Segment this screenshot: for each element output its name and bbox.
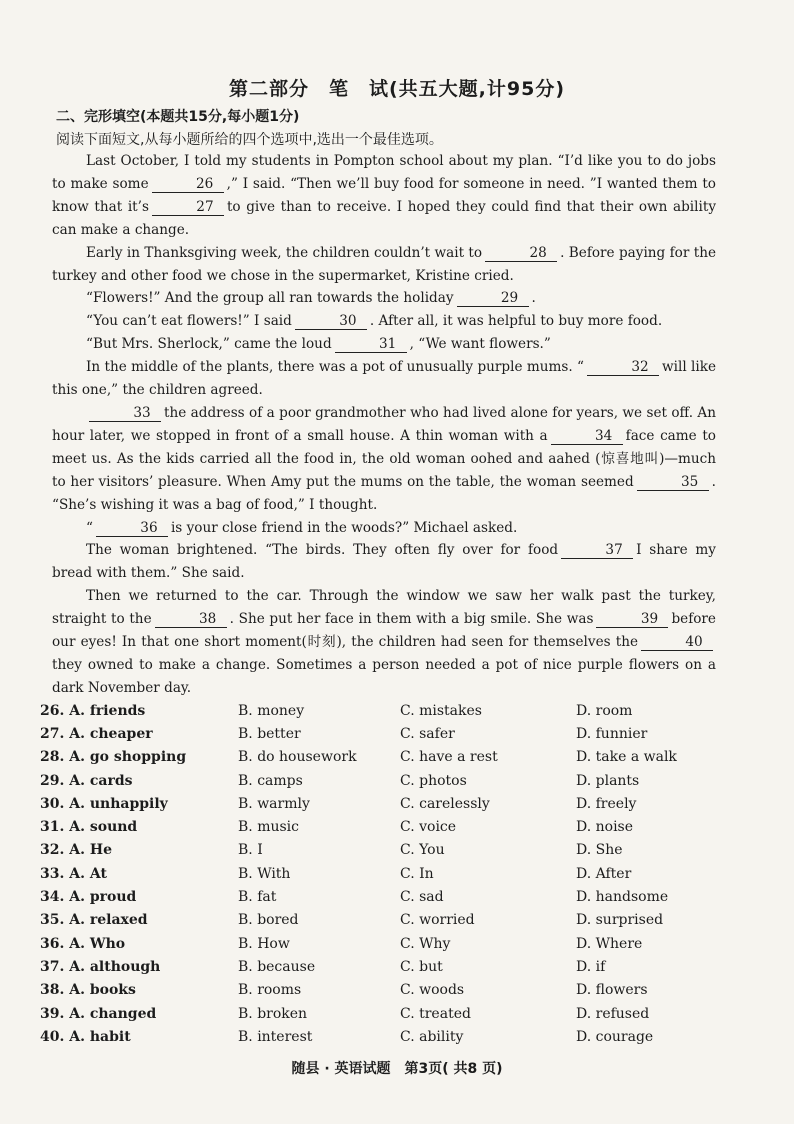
cloze-passage: [52, 150, 716, 700]
option-d: D. take a walk: [576, 749, 677, 766]
question-row: [40, 885, 740, 908]
passage-text: . “She’s wishing it was a bag of food,” I thought.: [52, 473, 716, 513]
question-number: 35.: [40, 912, 65, 929]
option-d: D. noise: [576, 819, 634, 836]
option-c: C. mistakes: [400, 702, 482, 719]
option-b: B. interest: [238, 1028, 313, 1045]
option-b: B. because: [238, 958, 316, 975]
blank-27: 27: [152, 199, 224, 216]
question-number: 28.: [40, 749, 65, 766]
section-instruction: 阅读下面短文,从每小题所给的四个选项中,选出一个最佳选项。: [56, 132, 443, 148]
option-a: A. books: [69, 982, 136, 999]
option-b: B. broken: [238, 1005, 308, 1022]
option-a: A. relaxed: [69, 912, 148, 929]
passage-text: .: [531, 290, 536, 307]
passage-text: the address of a poor grandmother who had lived alone for years, we set off. An hour later, we stopped in front of a small house. A thin woman with a: [52, 404, 716, 444]
option-c: C. worried: [400, 912, 475, 929]
question-number: 29.: [40, 772, 65, 789]
option-c: C. woods: [400, 982, 465, 999]
paragraph-9: [52, 539, 716, 585]
question-row: [40, 932, 740, 955]
question-row: [40, 792, 740, 815]
blank-32: 32: [587, 359, 659, 376]
option-c: C. Why: [400, 935, 451, 952]
question-row: [40, 746, 740, 769]
option-c: C. but: [400, 958, 443, 975]
passage-text: before our eyes! In that one short moment(时刻), the children had seen for themselves the: [52, 611, 716, 651]
question-row: [40, 722, 740, 745]
question-row: [40, 909, 740, 932]
option-d: D. Where: [576, 935, 643, 952]
option-a: A. habit: [69, 1028, 131, 1045]
option-c: C. In: [400, 865, 434, 882]
option-a: A. He: [69, 842, 112, 859]
question-number: 31.: [40, 819, 65, 836]
option-a: A. although: [69, 958, 161, 975]
paragraph-2: [52, 242, 716, 288]
passage-text: “But Mrs. Sherlock,” came the loud: [86, 336, 332, 353]
option-b: B. With: [238, 865, 291, 882]
question-number: 33.: [40, 865, 65, 882]
option-b: B. fat: [238, 889, 277, 906]
blank-35: 35: [637, 474, 709, 491]
passage-text: to give than to receive. I hoped they could find that their own ability can make a change.: [52, 198, 716, 238]
blank-30: 30: [295, 313, 367, 330]
passage-text: “: [86, 519, 93, 536]
part-title: 第二部分 笔 试(共五大题,计95分): [228, 78, 566, 100]
paragraph-1: [52, 150, 716, 242]
option-d: D. courage: [576, 1028, 654, 1045]
question-number: 26.: [40, 702, 65, 719]
passage-text: “Flowers!” And the group all ran towards the holiday: [86, 290, 454, 307]
question-number: 37.: [40, 958, 65, 975]
paragraph-8: [52, 517, 716, 540]
option-c: C. photos: [400, 772, 467, 789]
option-d: D. flowers: [576, 982, 648, 999]
option-d: D. After: [576, 865, 632, 882]
option-d: D. refused: [576, 1005, 650, 1022]
passage-text: face came to meet us. As the kids carried all the food in, the old woman oohed and aahed (惊喜地叫)—much to her visitors’ pleasure. When Amy put the mums on the table, the woman seemed: [52, 427, 716, 490]
option-a: A. cheaper: [69, 725, 153, 742]
paragraph-10: [52, 585, 716, 700]
blank-28: 28: [485, 245, 557, 262]
question-row: [40, 955, 740, 978]
blank-26: 26: [152, 176, 224, 193]
passage-text: In the middle of the plants, there was a pot of unusually purple mums. “: [86, 359, 584, 376]
question-number: 34.: [40, 889, 65, 906]
question-row: [40, 1025, 740, 1048]
option-c: C. treated: [400, 1005, 471, 1022]
option-a: A. proud: [69, 889, 137, 906]
option-a: A. unhappily: [69, 795, 168, 812]
option-d: D. She: [576, 842, 623, 859]
question-number: 38.: [40, 982, 65, 999]
option-b: B. better: [238, 725, 301, 742]
blank-40: 40: [641, 634, 713, 651]
option-d: D. handsome: [576, 889, 669, 906]
blank-39: 39: [596, 611, 668, 628]
question-number: 39.: [40, 1005, 65, 1022]
passage-text: I share my bread with them.” She said.: [52, 542, 716, 582]
passage-text: The woman brightened. “The birds. They often fly over for food: [86, 542, 559, 559]
question-row: [40, 862, 740, 885]
passage-text: Last October, I told my students in Pompton school about my plan. “I’d like you to do jobs to make some: [52, 153, 716, 192]
question-row: [40, 699, 740, 722]
option-a: A. At: [69, 865, 107, 882]
option-a: A. go shopping: [69, 749, 187, 766]
option-b: B. camps: [238, 772, 303, 789]
option-d: D. if: [576, 958, 606, 975]
question-row: [40, 815, 740, 838]
passage-text: Then we returned to the car. Through the window we saw her walk past the turkey, straight to the: [52, 588, 716, 628]
paragraph-7: [52, 402, 716, 517]
option-b: B. money: [238, 702, 305, 719]
blank-36: 36: [96, 520, 168, 537]
option-b: B. rooms: [238, 982, 302, 999]
question-number: 30.: [40, 795, 65, 812]
paragraph-3: [52, 287, 716, 310]
option-d: D. room: [576, 702, 633, 719]
section-heading: 二、完形填空(本题共15分,每小题1分): [56, 109, 300, 125]
passage-text: Early in Thanksgiving week, the children couldn’t wait to: [86, 244, 483, 261]
paragraph-5: [52, 333, 716, 356]
option-a: A. changed: [69, 1005, 157, 1022]
answer-options: [40, 699, 740, 1048]
passage-text: . Before paying for the turkey and other food we chose in the supermarket, Kristine cried.: [52, 244, 716, 284]
passage-text: , “We want flowers.”: [409, 336, 551, 353]
option-d: D. surprised: [576, 912, 664, 929]
option-b: B. How: [238, 935, 290, 952]
option-b: B. do housework: [238, 749, 357, 766]
question-number: 36.: [40, 935, 65, 952]
passage-text: will like this one,” the children agreed.: [52, 359, 716, 399]
option-c: C. sad: [400, 889, 444, 906]
option-a: A. sound: [69, 819, 138, 836]
option-d: D. funnier: [576, 725, 648, 742]
option-c: C. You: [400, 842, 445, 859]
passage-text: . After all, it was helpful to buy more food.: [369, 313, 663, 330]
paragraph-4: [52, 310, 716, 333]
option-b: B. bored: [238, 912, 299, 929]
passage-text: they owned to make a change. Sometimes a person needed a pot of nice purple flowers on a dark November day.: [52, 656, 716, 696]
passage-text: “You can’t eat flowers!” I said: [86, 313, 292, 330]
question-row: [40, 1002, 740, 1025]
question-row: [40, 769, 740, 792]
option-c: C. carelessly: [400, 795, 490, 812]
passage-text: . She put her face in them with a big smile. She was: [229, 611, 594, 628]
question-number: 32.: [40, 842, 65, 859]
option-a: A. friends: [69, 702, 146, 719]
passage-text: ,” I said. “Then we’ll buy food for someone in need. ”I wanted them to know that it’s: [52, 175, 716, 215]
option-c: C. ability: [400, 1028, 464, 1045]
option-d: D. freely: [576, 795, 637, 812]
question-row: [40, 979, 740, 1002]
option-b: B. warmly: [238, 795, 310, 812]
question-row: [40, 839, 740, 862]
blank-33: 33: [89, 405, 161, 422]
option-a: A. cards: [69, 772, 133, 789]
option-b: B. music: [238, 819, 299, 836]
blank-29: 29: [457, 290, 529, 307]
blank-38: 38: [155, 611, 227, 628]
blank-37: 37: [561, 542, 633, 559]
question-number: 27.: [40, 725, 65, 742]
passage-text: is your close friend in the woods?” Michael asked.: [170, 519, 518, 536]
option-b: B. I: [238, 842, 263, 859]
option-d: D. plants: [576, 772, 640, 789]
blank-31: 31: [335, 336, 407, 353]
option-c: C. voice: [400, 819, 457, 836]
option-a: A. Who: [69, 935, 126, 952]
paragraph-6: [52, 356, 716, 402]
option-c: C. safer: [400, 725, 455, 742]
blank-34: 34: [551, 428, 623, 445]
option-c: C. have a rest: [400, 749, 498, 766]
question-number: 40.: [40, 1028, 65, 1045]
page-footer: 随县 · 英语试题 第3页( 共8 页): [291, 1061, 503, 1077]
